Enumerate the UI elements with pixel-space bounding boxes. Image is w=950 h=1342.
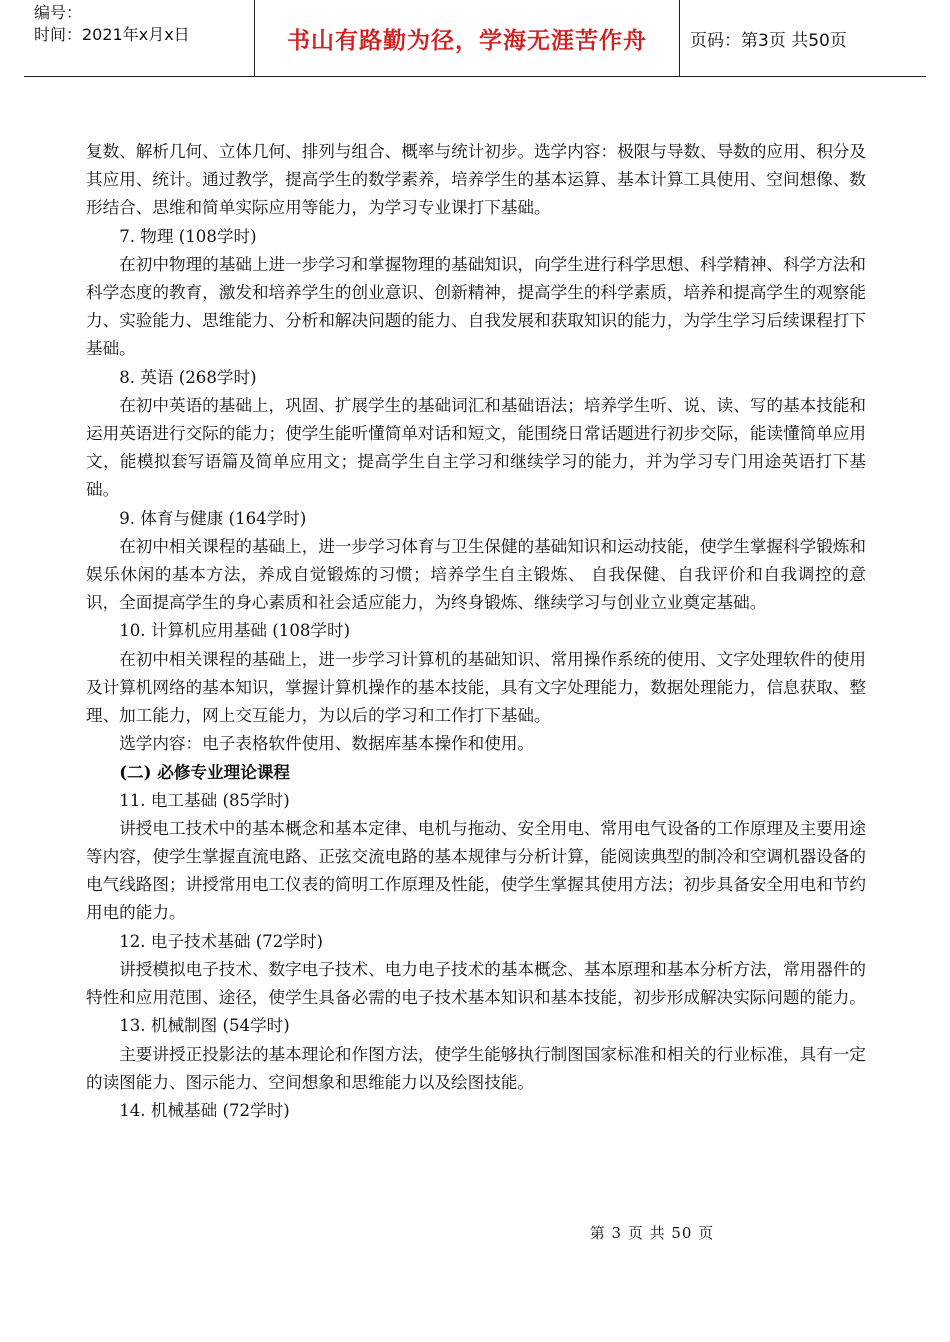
paragraph-english: 在初中英语的基础上，巩固、扩展学生的基础词汇和基础语法；培养学生听、说、读、写的基本技能和运用英语进行交际的能力；使学生能听懂简单对话和短文，能围绕日常话题进行初步交际，能读懂简单应用文，能模拟套写语篇及简单应用文；提高学生自主学习和继续学习的能力，并为学习专门用途英语打下基础。	[86, 395, 866, 500]
paragraph-computer-electives: 选学内容：电子表格软件使用、数据库基本操作和使用。	[119, 734, 535, 754]
paragraph-computer-basics: 在初中相关课程的基础上，进一步学习计算机的基础知识、常用操作系统的使用、文字处理软件的使用及计算机网络的基本知识，掌握计算机操作的基本技能，具有文字处理能力，数据处理能力，信息获取、整理、加工能力，网上交互能力，为以后的学习和工作打下基础。	[86, 649, 866, 726]
paragraph-electronics-basics: 讲授模拟电子技术、数字电子技术、电力电子技术的基本概念、基本原理和基本分析方法，常用器件的特性和应用范围、途径，使学生具备必需的电子技术基本知识和基本技能，初步形成解决实际问题的能力。	[86, 959, 866, 1008]
section-heading-required-theory: (二) 必修专业理论课程	[119, 762, 291, 783]
page-footer: 第 3 页 共 50 页	[589, 1224, 715, 1242]
header-page-info	[690, 0, 926, 76]
page-header	[24, 0, 926, 77]
header-meta	[24, 0, 255, 76]
paragraph-mechanical-drawing: 主要讲授正投影法的基本理论和作图方法，使学生能够执行制图国家标准和相关的行业标准，具有一定的读图能力、图示能力、空间想象和思维能力以及绘图技能。	[86, 1044, 866, 1092]
heading-physics: 7. 物理 (108学时)	[119, 226, 257, 246]
heading-english: 8. 英语 (268学时)	[119, 367, 257, 387]
paragraph-electrical-basics: 讲授电工技术中的基本概念和基本定律、电机与拖动、安全用电、常用电气设备的工作原理及主要用途等内容，使学生掌握直流电路、正弦交流电路的基本规律与分析计算，能阅读典型的制冷和空调机器设备的电气线路图；讲授常用电工仪表的简明工作原理及性能，使学生掌握其使用方法；初步具备安全用电和节约用电的能力。	[86, 818, 866, 923]
heading-electrical-basics: 11. 电工基础 (85学时)	[119, 790, 290, 810]
heading-mechanical-basics: 14. 机械基础 (72学时)	[119, 1100, 290, 1120]
document-number-label: 编号：	[34, 3, 83, 22]
header-page-info-text: 页码：第3页 共50页	[690, 30, 847, 51]
header-motto: 书山有路勤为径，学海无涯苦作舟	[255, 0, 680, 76]
heading-computer-basics: 10. 计算机应用基础 (108学时)	[119, 621, 351, 641]
document-time-label: 时间：2021年x月x日	[34, 25, 190, 44]
paragraph-pe-health: 在初中相关课程的基础上，进一步学习体育与卫生保健的基础知识和运动技能，使学生掌握科学锻炼和娱乐休闲的基本方法，养成自觉锻炼的习惯；培养学生自主锻炼、 自我保健、自我评价和自我调控的意识，全面提高学生的身心素质和社会适应能力，为终身锻炼、继续学习与创业立业奠定基础。	[86, 536, 866, 613]
paragraph-physics: 在初中物理的基础上进一步学习和掌握物理的基础知识，向学生进行科学思想、科学精神、科学方法和科学态度的教育，激发和培养学生的创业意识、创新精神，提高学生的科学素质，培养和提高学生的观察能力、实验能力、思维能力、分析和解决问题的能力、自我发展和获取知识的能力，为学生学习后续课程打下基础。	[86, 254, 866, 359]
document-body	[86, 138, 866, 1125]
paragraph-math-continued: 复数、解析几何、立体几何、排列与组合、概率与统计初步。选学内容：极限与导数、导数的应用、积分及其应用、统计。通过教学，提高学生的数学素养，培养学生的基本运算、基本计算工具使用、空间想像、数形结合、思维和简单实际应用等能力，为学习专业课打下基础。	[86, 142, 866, 218]
heading-mechanical-drawing: 13. 机械制图 (54学时)	[119, 1016, 290, 1036]
heading-pe-health: 9. 体育与健康 (164学时)	[119, 508, 307, 528]
heading-electronics-basics: 12. 电子技术基础 (72学时)	[119, 931, 323, 951]
